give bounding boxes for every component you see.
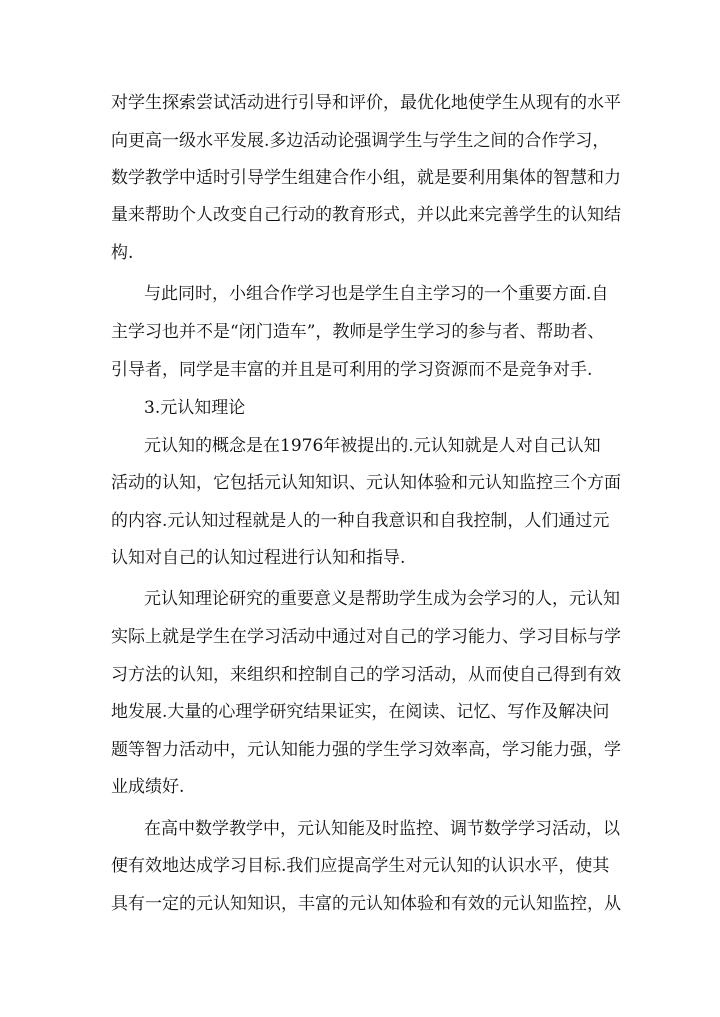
text-line: 活动的认知，它包括元认知知识、元认知体验和元认知监控三个方面: [111, 473, 621, 493]
text-line: 与此同时，小组合作学习也是学生自主学习的一个重要方面.自: [144, 284, 609, 304]
text-line: 题等智力活动中，元认知能力强的学生学习效率高，学习能力强，学: [111, 740, 621, 760]
text-line: 地发展.大量的心理学研究结果证实，在阅读、记忆、写作及解决问: [111, 702, 610, 722]
text-line: 主学习也并不是“闭门造车”，教师是学生学习的参与者、帮助者、: [111, 322, 605, 342]
text-line: 具有一定的元认知知识，丰富的元认知体验和有效的元认知监控，从: [111, 894, 621, 914]
text-line: 数学教学中适时引导学生组建合作小组，就是要利用集体的智慧和力: [111, 168, 621, 188]
text-line: 业成绩好.: [111, 777, 185, 797]
text-line: 认知对自己的认知过程进行认知和指导.: [111, 548, 406, 568]
text-line: 便有效地达成学习目标.我们应提高学生对元认知的认识水平，使其: [111, 856, 610, 876]
text-line: 量来帮助个人改变自己行动的教育形式，并以此来完善学生的认知结: [111, 205, 621, 225]
text-line: 实际上就是学生在学习活动中通过对自己的学习能力、学习目标与学: [111, 627, 621, 647]
text-line: 构.: [111, 243, 134, 263]
text-line: 引导者，同学是丰富的并且是可利用的学习资源而不是竞争对手.: [111, 360, 593, 380]
text-line: 对学生探索尝试活动进行引导和评价，最优化地使学生从现有的水平: [111, 93, 621, 113]
text-line: 的内容.元认知过程就是人的一种自我意识和自我控制，人们通过元: [111, 511, 610, 531]
text-line: 元认知的概念是在1976年被提出的.元认知就是人对自己认知: [144, 436, 601, 456]
text-line: 习方法的认知，来组织和控制自己的学习活动，从而使自己得到有效: [111, 665, 621, 685]
text-line: 在高中数学教学中，元认知能及时监控、调节数学学习活动，以: [144, 819, 620, 839]
text-line: 向更高一级水平发展.多边活动论强调学生与学生之间的合作学习，: [111, 131, 610, 151]
text-line: 元认知理论研究的重要意义是帮助学生成为会学习的人，元认知: [144, 589, 620, 609]
section-heading: 3.元认知理论: [144, 398, 246, 418]
